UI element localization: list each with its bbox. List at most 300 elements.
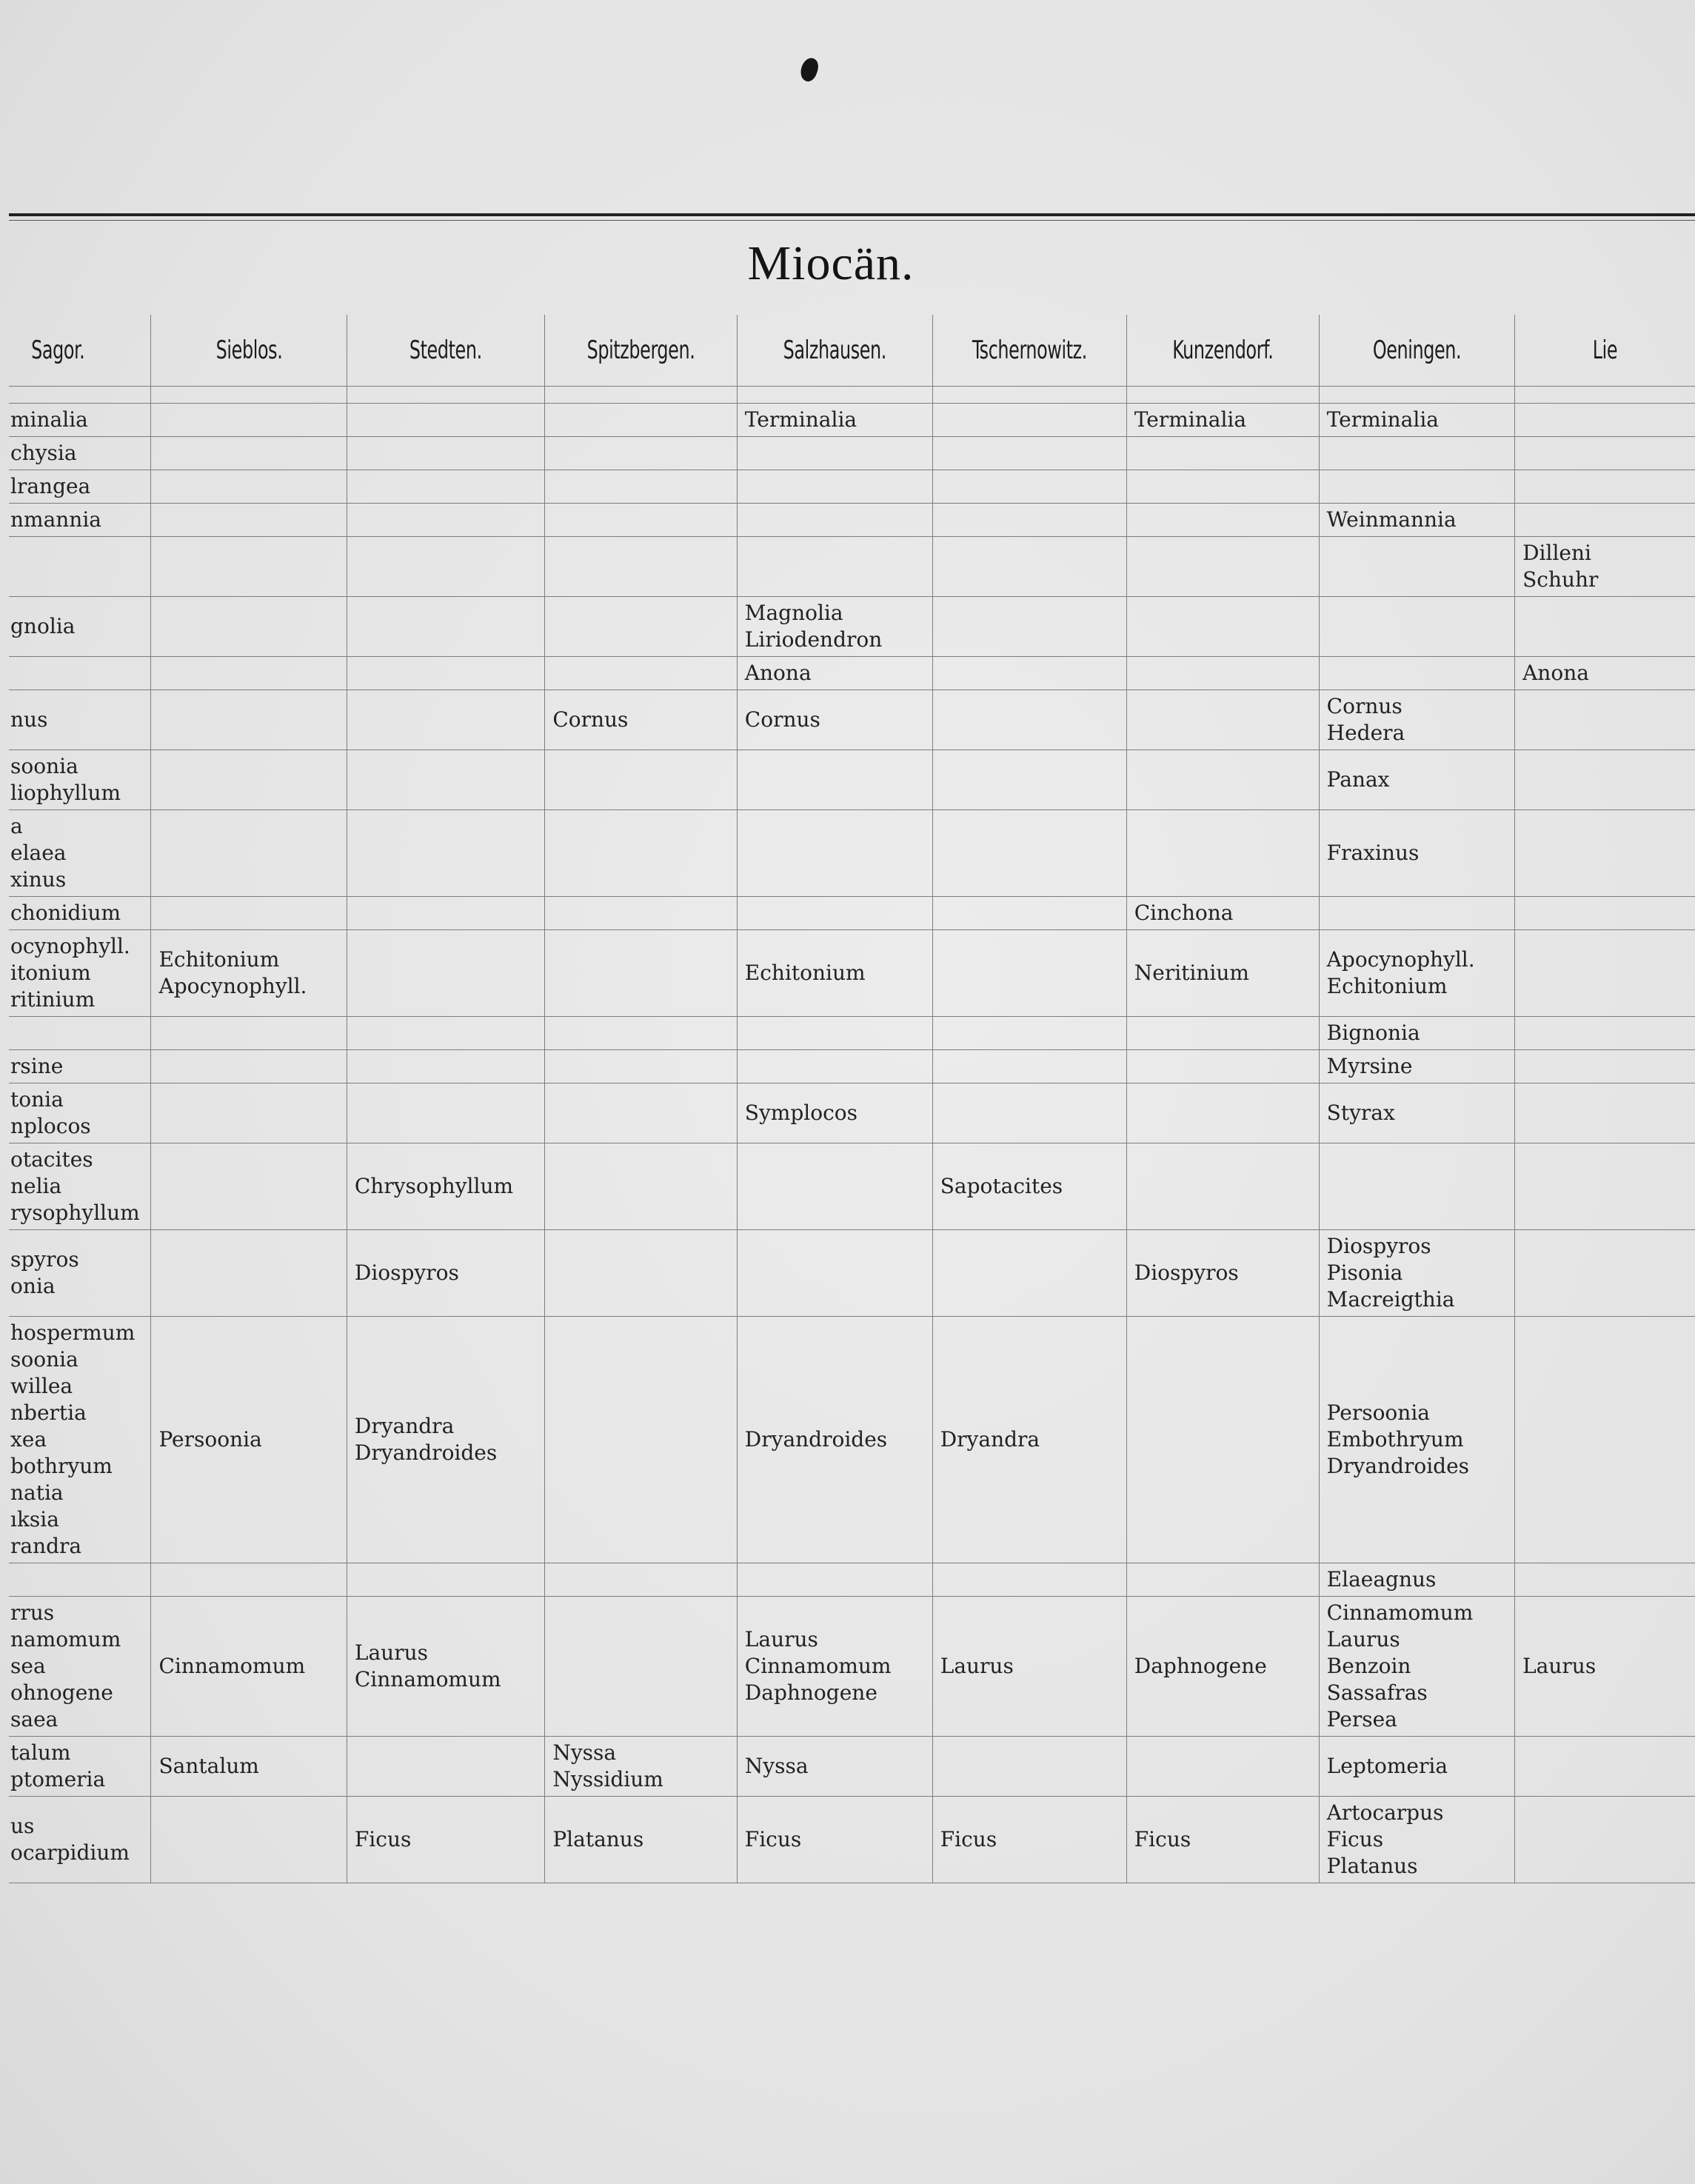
genus-name: Apocynophyll. bbox=[158, 974, 307, 998]
table-cell bbox=[1126, 387, 1319, 404]
table-cell bbox=[932, 750, 1126, 810]
genus-name: Chrysophyllum bbox=[354, 1174, 514, 1198]
genus-name: Dryandroides bbox=[354, 1440, 498, 1465]
table-cell bbox=[545, 437, 737, 470]
table-cell bbox=[1319, 897, 1514, 930]
table-cell bbox=[1126, 404, 1319, 437]
genus-name: nus bbox=[10, 707, 48, 732]
table-cell bbox=[9, 1317, 151, 1563]
genus-name: Ficus bbox=[744, 1827, 802, 1851]
genus-name: elaea bbox=[10, 841, 67, 865]
table-cell bbox=[9, 1017, 151, 1050]
table-row bbox=[9, 810, 1695, 897]
table-row bbox=[9, 1230, 1695, 1317]
genus-name: Laurus bbox=[744, 1627, 818, 1652]
table-cell bbox=[347, 1230, 544, 1317]
genus-name: Leptomeria bbox=[1326, 1754, 1448, 1778]
table-cell bbox=[347, 537, 544, 597]
table-cell bbox=[1126, 1143, 1319, 1230]
table-cell bbox=[1319, 1017, 1514, 1050]
genus-name: Terminalia bbox=[1326, 407, 1439, 432]
table-cell bbox=[1126, 504, 1319, 537]
table-cell bbox=[151, 690, 347, 750]
genus-name: Dryandra bbox=[940, 1427, 1040, 1452]
table-cell bbox=[932, 1230, 1126, 1317]
table-cell bbox=[151, 1143, 347, 1230]
table-cell bbox=[932, 1050, 1126, 1083]
table-cell bbox=[1126, 1597, 1319, 1737]
table-cell bbox=[545, 1797, 737, 1883]
table-cell bbox=[9, 1597, 151, 1737]
table-cell bbox=[737, 1230, 932, 1317]
table-cell bbox=[151, 1083, 347, 1143]
table-cell bbox=[1126, 1563, 1319, 1597]
table-cell bbox=[151, 504, 347, 537]
table-cell bbox=[1319, 504, 1514, 537]
table-cell bbox=[151, 1017, 347, 1050]
table-row bbox=[9, 1317, 1695, 1563]
table-row bbox=[9, 470, 1695, 504]
table-cell bbox=[1319, 930, 1514, 1017]
table-row bbox=[9, 1597, 1695, 1737]
table-cell bbox=[9, 437, 151, 470]
genus-name: Platanus bbox=[1326, 1854, 1418, 1878]
genus-name: Persea bbox=[1326, 1707, 1397, 1731]
genus-name: rrus bbox=[10, 1600, 55, 1625]
table-cell bbox=[1319, 1317, 1514, 1563]
genus-name: Laurus bbox=[1326, 1627, 1400, 1652]
column-header-5 bbox=[932, 315, 1126, 387]
header-row bbox=[9, 315, 1695, 387]
table-cell bbox=[1515, 1083, 1695, 1143]
genus-name: Embothryum bbox=[1326, 1427, 1464, 1452]
genus-name: ptomeria bbox=[10, 1767, 106, 1791]
table-cell bbox=[737, 930, 932, 1017]
table-cell bbox=[1126, 810, 1319, 897]
table-cell bbox=[151, 1597, 347, 1737]
genus-name: ocynophyll. bbox=[10, 934, 130, 958]
table-cell bbox=[545, 504, 737, 537]
table-cell bbox=[347, 1317, 544, 1563]
genus-name: Ficus bbox=[1134, 1827, 1191, 1851]
table-cell bbox=[932, 537, 1126, 597]
genus-name: Benzoin bbox=[1326, 1654, 1411, 1678]
genus-name: Platanus bbox=[552, 1827, 644, 1851]
table-cell bbox=[151, 810, 347, 897]
table-cell bbox=[737, 1017, 932, 1050]
table-row bbox=[9, 750, 1695, 810]
genus-name: Sapotacites bbox=[940, 1174, 1063, 1198]
table-cell bbox=[545, 1597, 737, 1737]
table-cell bbox=[1515, 537, 1695, 597]
table-cell bbox=[151, 657, 347, 690]
genus-name: ohnogene bbox=[10, 1680, 113, 1705]
table-cell bbox=[347, 470, 544, 504]
table-cell bbox=[1126, 1317, 1319, 1563]
column-header-label: Tschernowitz. bbox=[972, 335, 1087, 365]
genus-name: onia bbox=[10, 1274, 56, 1298]
table-cell bbox=[9, 657, 151, 690]
table-cell bbox=[545, 1230, 737, 1317]
column-header-3 bbox=[545, 315, 737, 387]
genus-name: Santalum bbox=[158, 1754, 259, 1778]
table-cell bbox=[545, 1017, 737, 1050]
table-cell bbox=[1126, 537, 1319, 597]
genus-name: Anona bbox=[744, 661, 812, 685]
genus-name: namomum bbox=[10, 1627, 121, 1652]
table-cell bbox=[1515, 504, 1695, 537]
table-cell bbox=[1319, 657, 1514, 690]
table-cell bbox=[347, 810, 544, 897]
genus-name: Diospyros bbox=[354, 1260, 459, 1285]
table-cell bbox=[932, 1317, 1126, 1563]
genus-name: xinus bbox=[10, 867, 67, 892]
table-cell bbox=[151, 387, 347, 404]
genus-name: xea bbox=[10, 1427, 47, 1452]
table-cell bbox=[151, 404, 347, 437]
genus-name: Cornus bbox=[552, 707, 629, 732]
table-cell bbox=[1515, 1143, 1695, 1230]
table-cell bbox=[1126, 897, 1319, 930]
ink-blot bbox=[798, 56, 821, 84]
genus-name: talum bbox=[10, 1740, 71, 1765]
table-cell bbox=[1126, 1737, 1319, 1797]
table-cell bbox=[151, 1797, 347, 1883]
genus-name: us bbox=[10, 1814, 35, 1838]
table-cell bbox=[347, 1737, 544, 1797]
table-cell bbox=[737, 1737, 932, 1797]
table-row bbox=[9, 597, 1695, 657]
table-cell bbox=[347, 1017, 544, 1050]
genus-name: Liriodendron bbox=[744, 627, 883, 652]
table-cell bbox=[932, 504, 1126, 537]
table-cell bbox=[737, 597, 932, 657]
table-cell bbox=[347, 1083, 544, 1143]
table-cell bbox=[9, 387, 151, 404]
table-cell bbox=[1515, 690, 1695, 750]
table-cell bbox=[545, 387, 737, 404]
table-row bbox=[9, 657, 1695, 690]
table-cell bbox=[347, 1597, 544, 1737]
table-cell bbox=[737, 1143, 932, 1230]
table-cell bbox=[347, 930, 544, 1017]
table-cell bbox=[545, 1317, 737, 1563]
genus-name: rsine bbox=[10, 1054, 64, 1078]
table-cell bbox=[737, 1317, 932, 1563]
table-cell bbox=[151, 930, 347, 1017]
genus-name: Echitonium bbox=[158, 947, 280, 972]
genus-name: natia bbox=[10, 1480, 64, 1505]
genus-name: Neritinium bbox=[1134, 961, 1249, 985]
genus-name: Elaeagnus bbox=[1326, 1567, 1437, 1592]
table-cell bbox=[151, 1317, 347, 1563]
table-row bbox=[9, 897, 1695, 930]
genus-name: tonia bbox=[10, 1087, 64, 1112]
genus-name: Persoonia bbox=[158, 1427, 262, 1452]
genus-name: Apocynophyll. bbox=[1326, 947, 1475, 972]
genus-name: bothryum bbox=[10, 1454, 113, 1478]
genus-name: Cinnamomum bbox=[354, 1667, 501, 1692]
table-cell bbox=[932, 597, 1126, 657]
table-cell bbox=[932, 1563, 1126, 1597]
column-header-1 bbox=[151, 315, 347, 387]
table-cell bbox=[932, 1017, 1126, 1050]
table-cell bbox=[1126, 470, 1319, 504]
table-cell bbox=[737, 404, 932, 437]
genus-name: Anona bbox=[1522, 661, 1589, 685]
genus-name: Ficus bbox=[1326, 1827, 1384, 1851]
table-cell bbox=[932, 930, 1126, 1017]
genus-name: Nyssidium bbox=[552, 1767, 663, 1791]
genus-name: Cinnamomum bbox=[1326, 1600, 1474, 1625]
table-row bbox=[9, 1050, 1695, 1083]
table-cell bbox=[1319, 470, 1514, 504]
genus-name: lrangea bbox=[10, 474, 91, 498]
table-cell bbox=[737, 537, 932, 597]
genus-name: Echitonium bbox=[1326, 974, 1448, 998]
genus-name: ıksia bbox=[10, 1507, 59, 1532]
column-header-label: Kunzendorf. bbox=[1172, 335, 1274, 365]
table-cell bbox=[1515, 657, 1695, 690]
table-cell bbox=[1126, 437, 1319, 470]
column-header-4 bbox=[737, 315, 932, 387]
table-cell bbox=[1515, 470, 1695, 504]
table-cell bbox=[1515, 1050, 1695, 1083]
table-cell bbox=[545, 597, 737, 657]
genus-name: sea bbox=[10, 1654, 46, 1678]
column-header-label: Oeningen. bbox=[1372, 335, 1462, 365]
table-cell bbox=[1515, 930, 1695, 1017]
table-cell bbox=[347, 504, 544, 537]
table-cell bbox=[1515, 387, 1695, 404]
table-cell bbox=[545, 897, 737, 930]
genus-name: Pisonia bbox=[1326, 1260, 1403, 1285]
table-cell bbox=[1319, 1563, 1514, 1597]
table-row bbox=[9, 1083, 1695, 1143]
column-header-label: Sieblos. bbox=[215, 335, 283, 365]
genus-name: Persoonia bbox=[1326, 1400, 1430, 1425]
genus-name: nplocos bbox=[10, 1114, 91, 1138]
table-cell bbox=[9, 537, 151, 597]
table-cell bbox=[932, 810, 1126, 897]
page-title: Miocän. bbox=[747, 236, 915, 290]
table-cell bbox=[737, 1597, 932, 1737]
genus-name: Cornus bbox=[1326, 694, 1403, 718]
table-cell bbox=[1515, 404, 1695, 437]
genus-name: Cinnamomum bbox=[744, 1654, 892, 1678]
table-cell bbox=[1126, 690, 1319, 750]
table-cell bbox=[737, 470, 932, 504]
table-cell bbox=[9, 750, 151, 810]
table-cell bbox=[1319, 690, 1514, 750]
table-cell bbox=[737, 750, 932, 810]
table-row bbox=[9, 690, 1695, 750]
genus-name: spyros bbox=[10, 1247, 79, 1272]
genus-name: nbertia bbox=[10, 1400, 87, 1425]
table-row bbox=[9, 537, 1695, 597]
table-cell bbox=[932, 387, 1126, 404]
table-cell bbox=[1319, 1230, 1514, 1317]
genus-name: Daphnogene bbox=[1134, 1654, 1267, 1678]
table-cell bbox=[9, 1563, 151, 1597]
genus-name: Hedera bbox=[1326, 721, 1405, 745]
table-cell bbox=[545, 470, 737, 504]
table-cell bbox=[151, 1230, 347, 1317]
table-cell bbox=[151, 1050, 347, 1083]
table-cell bbox=[1319, 1597, 1514, 1737]
genus-name: Echitonium bbox=[744, 961, 866, 985]
table-cell bbox=[545, 1083, 737, 1143]
table-cell bbox=[1319, 404, 1514, 437]
table-cell bbox=[737, 1797, 932, 1883]
table-cell bbox=[737, 657, 932, 690]
table-cell bbox=[1319, 1050, 1514, 1083]
column-header-6 bbox=[1126, 315, 1319, 387]
table-cell bbox=[545, 537, 737, 597]
column-header-label: Stedten. bbox=[409, 335, 483, 365]
genus-name: Laurus bbox=[940, 1654, 1014, 1678]
table-cell bbox=[932, 437, 1126, 470]
table-cell bbox=[737, 1083, 932, 1143]
table-cell bbox=[1515, 1017, 1695, 1050]
genus-name: Sassafras bbox=[1326, 1680, 1428, 1705]
genus-name: Dryandra bbox=[354, 1414, 455, 1438]
genus-name: willea bbox=[10, 1374, 73, 1398]
table-cell bbox=[151, 1563, 347, 1597]
table-row bbox=[9, 1017, 1695, 1050]
top-rule bbox=[9, 213, 1695, 216]
table-cell bbox=[545, 404, 737, 437]
table-cell bbox=[737, 437, 932, 470]
table-cell bbox=[932, 1083, 1126, 1143]
genus-name: Daphnogene bbox=[744, 1680, 877, 1705]
table-cell bbox=[347, 597, 544, 657]
genus-name: soonia bbox=[10, 1347, 78, 1372]
table-cell bbox=[737, 1050, 932, 1083]
genus-name: Symplocos bbox=[744, 1101, 857, 1125]
genus-name: Myrsine bbox=[1326, 1054, 1413, 1078]
table-row bbox=[9, 387, 1695, 404]
table-cell bbox=[545, 1050, 737, 1083]
table-cell bbox=[1515, 1563, 1695, 1597]
table-cell bbox=[9, 1050, 151, 1083]
genus-name: Cornus bbox=[744, 707, 820, 732]
table-cell bbox=[1126, 930, 1319, 1017]
table-cell bbox=[9, 1083, 151, 1143]
table-cell bbox=[1319, 1737, 1514, 1797]
table-cell bbox=[347, 1563, 544, 1597]
genus-name: hospermum bbox=[10, 1320, 136, 1345]
genus-name: Diospyros bbox=[1326, 1234, 1431, 1258]
table-cell bbox=[151, 470, 347, 504]
genus-name: Dryandroides bbox=[744, 1427, 888, 1452]
genus-name: Weinmannia bbox=[1326, 507, 1457, 532]
table-cell bbox=[1319, 387, 1514, 404]
table-cell bbox=[545, 930, 737, 1017]
genus-name: Magnolia bbox=[744, 601, 843, 625]
table-cell bbox=[151, 750, 347, 810]
table-cell bbox=[737, 690, 932, 750]
column-header-label: Salzhausen. bbox=[783, 335, 886, 365]
genus-name: Bignonia bbox=[1326, 1021, 1420, 1045]
table-cell bbox=[1319, 1083, 1514, 1143]
table-cell bbox=[347, 437, 544, 470]
genus-name: Ficus bbox=[354, 1827, 412, 1851]
table-cell bbox=[347, 1797, 544, 1883]
genus-name: Artocarpus bbox=[1326, 1800, 1444, 1825]
genus-name: Fraxinus bbox=[1326, 841, 1420, 865]
table-cell bbox=[9, 470, 151, 504]
table-cell bbox=[932, 470, 1126, 504]
genus-name: ritinium bbox=[10, 987, 96, 1012]
table-cell bbox=[545, 1143, 737, 1230]
column-header-0 bbox=[9, 315, 151, 387]
table-cell bbox=[1126, 1083, 1319, 1143]
genus-name: ocarpidium bbox=[10, 1840, 130, 1865]
table-cell bbox=[932, 404, 1126, 437]
column-header-8 bbox=[1515, 315, 1695, 387]
table-cell bbox=[737, 387, 932, 404]
table-cell bbox=[737, 504, 932, 537]
genus-name: minalia bbox=[10, 407, 88, 432]
column-header-label: Spitzbergen. bbox=[586, 335, 695, 365]
table-cell bbox=[347, 1050, 544, 1083]
table-cell bbox=[1126, 750, 1319, 810]
genus-name: soonia bbox=[10, 754, 78, 778]
genus-name: gnolia bbox=[10, 614, 76, 638]
genus-name: Cinchona bbox=[1134, 901, 1234, 925]
table-cell bbox=[1319, 437, 1514, 470]
table-cell bbox=[347, 387, 544, 404]
genus-name: Dilleni bbox=[1522, 541, 1591, 565]
table-cell bbox=[932, 1597, 1126, 1737]
table-cell bbox=[932, 1737, 1126, 1797]
table-cell bbox=[737, 810, 932, 897]
table-cell bbox=[151, 1737, 347, 1797]
table-cell bbox=[1515, 437, 1695, 470]
table-cell bbox=[545, 810, 737, 897]
table-cell bbox=[737, 1563, 932, 1597]
genus-name: Laurus bbox=[1522, 1654, 1597, 1678]
table-cell bbox=[9, 597, 151, 657]
table-cell bbox=[347, 657, 544, 690]
table-row bbox=[9, 930, 1695, 1017]
table-cell bbox=[9, 810, 151, 897]
table-cell bbox=[1515, 750, 1695, 810]
table-cell bbox=[1515, 1317, 1695, 1563]
table-cell bbox=[9, 1797, 151, 1883]
table-cell bbox=[9, 897, 151, 930]
column-header-7 bbox=[1319, 315, 1514, 387]
genus-name: itonium bbox=[10, 961, 91, 985]
table-row bbox=[9, 1737, 1695, 1797]
table-cell bbox=[9, 504, 151, 537]
table-cell bbox=[1126, 657, 1319, 690]
table-cell bbox=[9, 1737, 151, 1797]
table-cell bbox=[151, 537, 347, 597]
table-cell bbox=[1515, 597, 1695, 657]
table-cell bbox=[151, 437, 347, 470]
table-cell bbox=[545, 750, 737, 810]
genus-name: saea bbox=[10, 1707, 58, 1731]
genus-name: otacites bbox=[10, 1147, 93, 1172]
genus-name: Terminalia bbox=[744, 407, 857, 432]
table-cell bbox=[1126, 1230, 1319, 1317]
table-cell bbox=[347, 1143, 544, 1230]
table-cell bbox=[1319, 1143, 1514, 1230]
table-cell bbox=[1126, 1017, 1319, 1050]
table-cell bbox=[1515, 1230, 1695, 1317]
